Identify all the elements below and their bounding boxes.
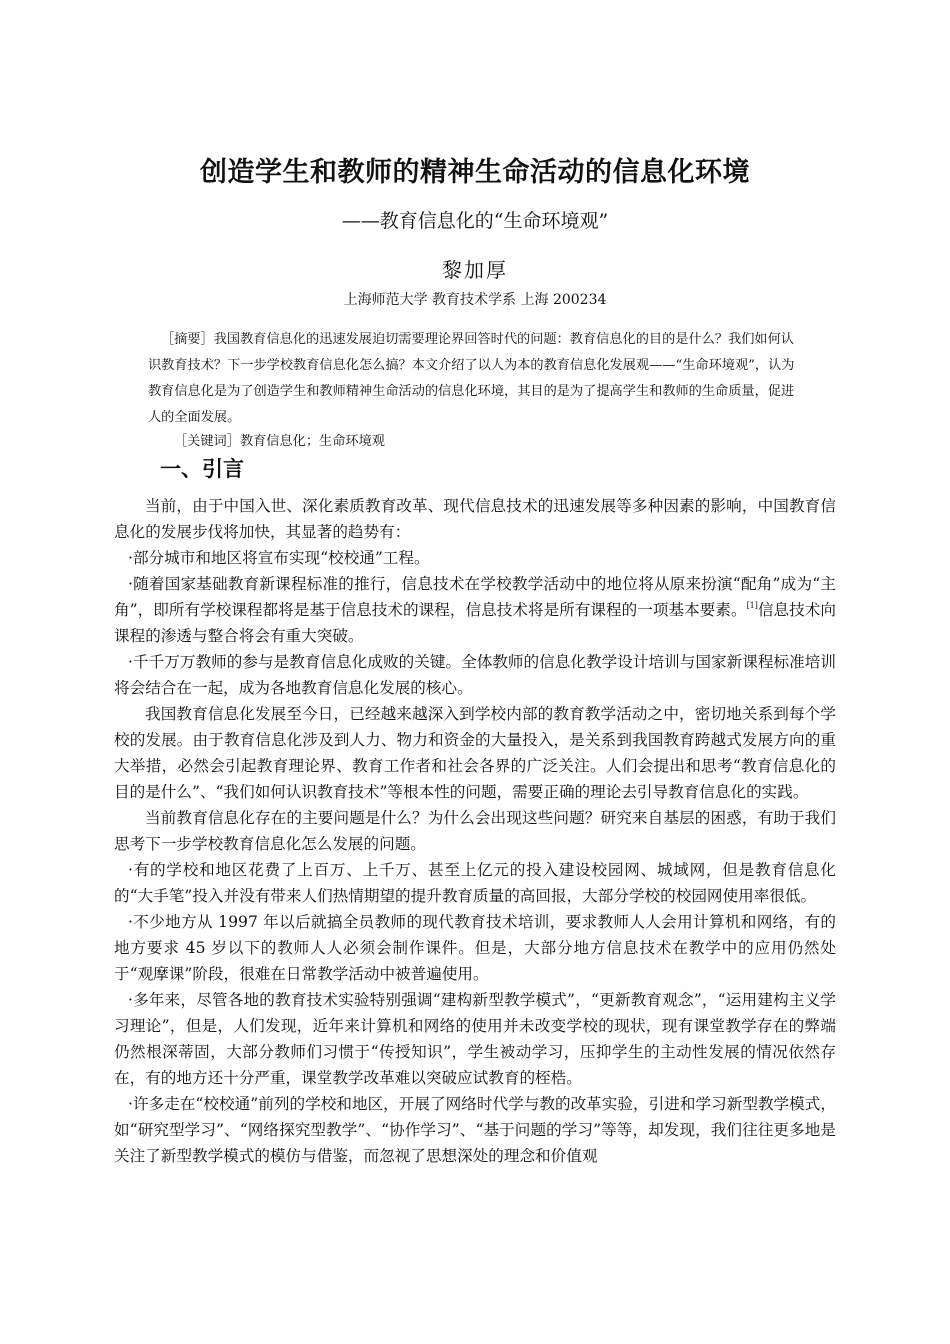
abstract	[148, 327, 800, 431]
abstract-label: ［摘要］	[161, 332, 214, 347]
section-heading: 一、引言	[160, 457, 244, 481]
bullet-paragraph: ·有的学校和地区花费了上百万、上千万、甚至上亿元的投入建设校园网、城域网，但是教育信息化的“大手笔”投入并没有带来人们热情期望的提升教育质量的高回报，大部分学校的校园网使用率很低。	[114, 861, 836, 905]
bullet-paragraph: ·不少地方从 1997 年以后就搞全员教师的现代教育技术培训，要求教师人人会用计算机和网络，有的地方要求 45 岁以下的教师人人必须会制作课件。但是，大部分地方信息技术在教学中的应用仍然处于“观摩课”阶段，很难在日常教学活动中被普遍使用。	[114, 913, 836, 983]
bullet-paragraph: ·部分城市和地区将宣布实现“校校通”工程。	[128, 549, 430, 567]
paragraph: 当前教育信息化存在的主要问题是什么？为什么会出现这些问题？研究来自基层的困惑，有助于我们思考下一步学校教育信息化怎么发展的问题。	[114, 809, 836, 853]
bullet-paragraph: ·许多走在“校校通”前列的学校和地区，开展了网络时代学与教的改革实验，引进和学习新型教学模式，如“研究型学习”、“网络探究型教学”、“协作学习”、“基于问题的学习”等等，却发现，我们往往更多地是关注了新型教学模式的模仿与借鉴，而忽视了思想深处的理念和价值观	[114, 1095, 836, 1165]
bullet-paragraph: ·千千万万教师的参与是教育信息化成败的关键。全体教师的信息化教学设计培训与国家新课程标准培训将会结合在一起，成为各地教育信息化发展的核心。	[114, 653, 836, 697]
bullet-text-continued: 信息技术向课程的渗透与整合将会有重大突破。	[114, 601, 836, 645]
keywords-label: ［关键词］	[174, 434, 240, 449]
author-affiliation: 上海师范大学 教育技术学系 上海 200234	[343, 292, 607, 308]
paragraph: 当前，由于中国入世、深化素质教育改革、现代信息技术的迅速发展等多种因素的影响，中国教育信息化的发展步伐将加快，其显著的趋势有：	[114, 497, 836, 541]
bullet-text: ·随着国家基础教育新课程标准的推行，信息技术在学校教学活动中的地位将从原来扮演“配角”成为“主角”，即所有学校课程都将是基于信息技术的课程，信息技术将是所有课程的一项基本要素。	[114, 575, 836, 619]
bullet-paragraph: ·多年来，尽管各地的教育技术实验特别强调“建构新型教学模式”，“更新教育观念”，“运用建构主义学习理论”，但是，人们发现，近年来计算机和网络的使用并未改变学校的现状，现有课堂教学存在的弊端仍然根深蒂固，大部分教师们习惯于“传授知识”，学生被动学习，压抑学生的主动性发展的情况依然存在，有的地方还十分严重，课堂教学改革难以突破应试教育的桎梏。	[114, 991, 836, 1087]
abstract-text: 我国教育信息化的迅速发展迫切需要理论界回答时代的问题：教育信息化的目的是什么？我们如何认识教育技术？下一步学校教育信息化怎么搞？本文介绍了以人为本的教育信息化发展观——“生命环境观”，认为教育信息化是为了创造学生和教师精神生命活动的信息化环境，其目的是为了提高学生和教师的生命质量，促进人的全面发展。	[148, 332, 795, 425]
paper-subtitle: ——教育信息化的“生命环境观”	[341, 210, 609, 232]
paper-title: 创造学生和教师的精神生命活动的信息化环境	[200, 157, 750, 188]
citation-reference[interactable]: [1]	[746, 601, 758, 610]
section-body	[114, 493, 836, 1169]
author-name: 黎加厚	[442, 258, 508, 282]
keywords-text: 教育信息化；生命环境观	[239, 434, 385, 449]
paragraph: 我国教育信息化发展至今日，已经越来越深入到学校内部的教育教学活动之中，密切地关系到每个学校的发展。由于教育信息化涉及到人力、物力和资金的大量投入，是关系到我国教育跨越式发展方向的重大举措，必然会引起教育理论界、教育工作者和社会各界的广泛关注。人们会提出和思考“教育信息化的目的是什么”、“我们如何认识教育技术”等根本性的问题，需要正确的理论去引导教育信息化的实践。	[114, 705, 836, 801]
keywords	[174, 429, 794, 455]
bullet-paragraph	[114, 571, 836, 649]
